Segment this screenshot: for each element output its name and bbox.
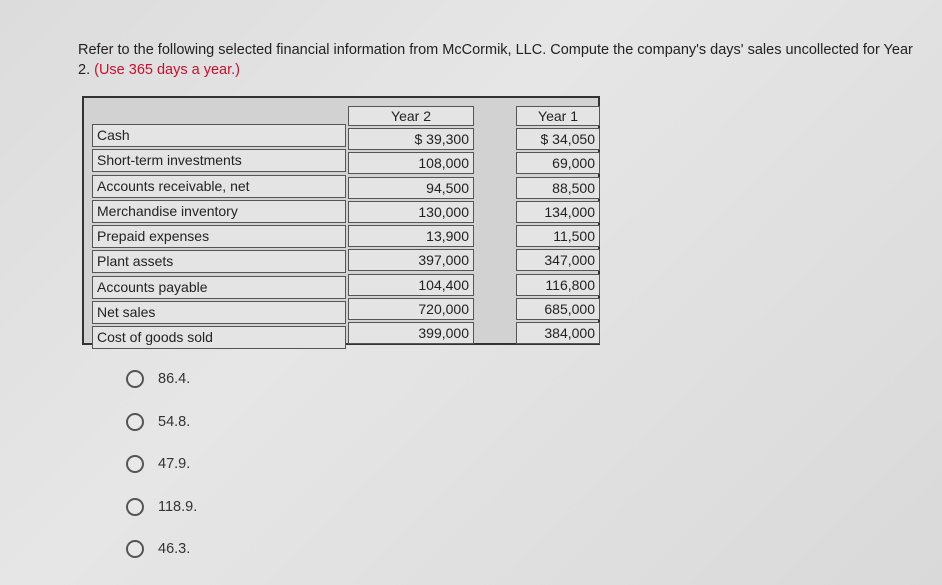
row-label-cash: Cash (92, 124, 346, 147)
answer-option-label: 46.3. (158, 541, 191, 557)
row-label-cost-of-goods-sold: Cost of goods sold (92, 326, 346, 349)
answer-option-label: 54.8. (158, 413, 191, 430)
year1-accounts-receivable: 88,500 (516, 177, 600, 199)
answer-option-label: 118.9. (158, 498, 198, 515)
year2-column (348, 106, 474, 347)
year1-header: Year 1 (516, 106, 600, 126)
year1-accounts-payable: 116,800 (516, 274, 600, 296)
year1-net-sales: 685,000 (516, 298, 600, 320)
radio-button-icon[interactable] (126, 370, 144, 388)
year1-cost-of-goods-sold: 384,000 (516, 322, 600, 344)
radio-button-icon[interactable] (126, 498, 144, 516)
year2-net-sales: 720,000 (348, 298, 474, 320)
row-label-plant-assets: Plant assets (92, 250, 346, 273)
financial-table (82, 96, 600, 345)
answer-option-3[interactable] (126, 453, 197, 475)
radio-button-icon[interactable] (126, 540, 144, 558)
row-label-merchandise-inventory: Merchandise inventory (92, 200, 346, 223)
answer-option-label: 47.9. (158, 456, 191, 472)
question-text (78, 40, 918, 80)
answer-options (126, 368, 197, 581)
year1-cash: $ 34,050 (516, 128, 600, 150)
row-labels (92, 124, 346, 352)
year1-prepaid-expenses: 11,500 (516, 225, 600, 247)
year2-accounts-receivable: 94,500 (348, 177, 474, 199)
year2-cash: $ 39,300 (348, 128, 474, 150)
year1-plant-assets: 347,000 (516, 249, 600, 271)
row-label-accounts-receivable: Accounts receivable, net (92, 175, 346, 198)
year2-short-term-investments: 108,000 (348, 152, 474, 174)
answer-option-2[interactable] (126, 411, 197, 433)
year1-merchandise-inventory: 134,000 (516, 201, 600, 223)
answer-option-1[interactable] (126, 368, 197, 390)
year1-short-term-investments: 69,000 (516, 152, 600, 174)
question-note: (Use 365 days a year.) (94, 62, 241, 78)
year2-prepaid-expenses: 13,900 (348, 225, 474, 247)
answer-option-5[interactable] (126, 538, 197, 560)
row-label-short-term-investments: Short-term investments (92, 149, 346, 172)
year1-column (516, 106, 600, 347)
year2-header: Year 2 (348, 106, 474, 126)
answer-option-4[interactable] (126, 496, 197, 518)
year2-cost-of-goods-sold: 399,000 (348, 322, 474, 344)
radio-button-icon[interactable] (126, 455, 144, 473)
answer-option-label: 86.4. (158, 371, 191, 387)
year2-plant-assets: 397,000 (348, 249, 474, 271)
row-label-prepaid-expenses: Prepaid expenses (92, 225, 346, 248)
year2-accounts-payable: 104,400 (348, 274, 474, 296)
row-label-accounts-payable: Accounts payable (92, 276, 346, 299)
year2-merchandise-inventory: 130,000 (348, 201, 474, 223)
question-body: Refer to the following selected financial information from McCormik, LLC. Compute the company's days' sales uncollected for Year 2. (78, 42, 913, 78)
row-label-net-sales: Net sales (92, 301, 346, 324)
radio-button-icon[interactable] (126, 413, 144, 431)
